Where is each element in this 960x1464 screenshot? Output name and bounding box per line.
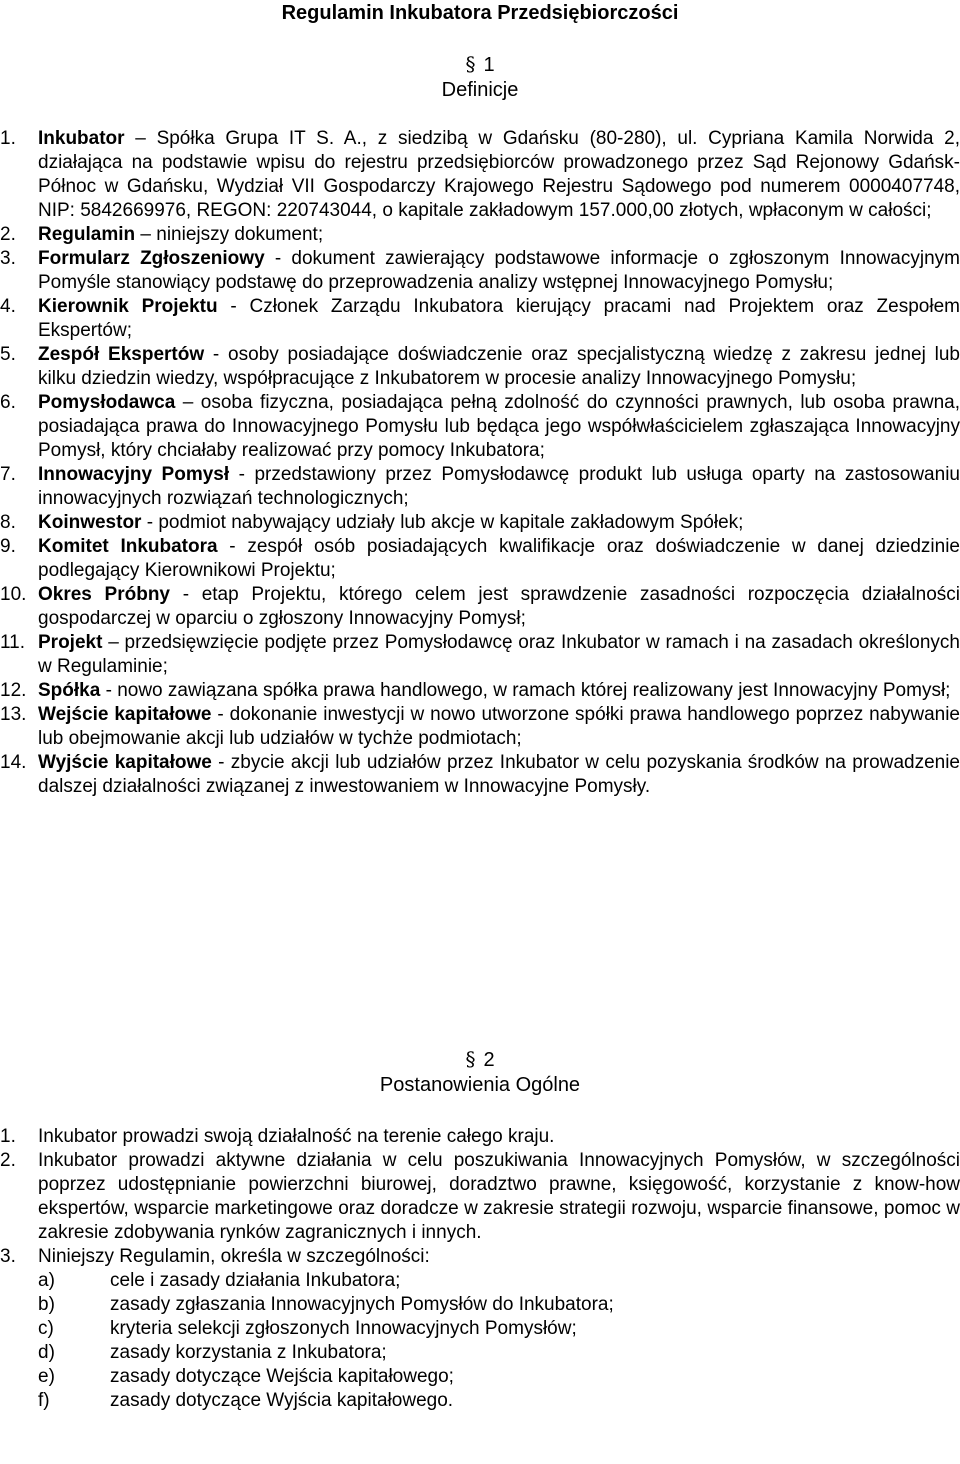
- item-number: 13.: [0, 704, 27, 725]
- sub-list-item: [0, 1269, 960, 1293]
- sub-item-letter: f): [38, 1390, 50, 1411]
- section-mark: §: [465, 1047, 476, 1071]
- item-number: 9.: [0, 536, 16, 557]
- item-number: 1.: [0, 128, 16, 149]
- sub-list-item: [0, 1293, 960, 1317]
- item-text: Inkubator prowadzi swoją działalność na terenie całego kraju.: [38, 1126, 555, 1147]
- defined-term: Kierownik Projektu: [38, 296, 218, 317]
- list-item: [0, 751, 960, 799]
- list-item: [0, 1149, 960, 1245]
- item-text: - osoby posiadające doświadczenie oraz specjalistyczną wiedzę z zakresu jednej lub kilku dziedzin wiedzy, współpracujące z Inkubatorem w procesie analizy Innowacyjnego Pomysłu;: [38, 344, 960, 389]
- list-item: [0, 535, 960, 583]
- defined-term: Inkubator: [38, 128, 125, 149]
- item-text: – osoba fizyczna, posiadająca pełną zdolność do czynności prawnych, lub osoba prawna, posiadająca prawa do Innowacyjnego Pomysłu lub będąca jego współwłaścicielem zgłaszająca Innowacyjny Pomysł, który chciałaby realizować przy pomocy Inkubatora;: [38, 392, 960, 461]
- item-number: 6.: [0, 392, 16, 413]
- item-number: 1.: [0, 1126, 16, 1147]
- list-item: [0, 391, 960, 463]
- list-item: [0, 343, 960, 391]
- sub-list-item: [0, 1317, 960, 1341]
- list-item: [0, 1125, 960, 1149]
- defined-term: Wyjście kapitałowe: [38, 752, 212, 773]
- item-number: 3.: [0, 1246, 16, 1267]
- sub-item-text: cele i zasady działania Inkubatora;: [110, 1270, 401, 1291]
- sub-item-text: zasady korzystania z Inkubatora;: [110, 1342, 387, 1363]
- list-item: [0, 511, 960, 535]
- section-1-heading: Definicje: [441, 79, 519, 101]
- item-number: 14.: [0, 752, 27, 773]
- sub-item-letter: e): [38, 1366, 55, 1387]
- defined-term: Zespół Ekspertów: [38, 344, 205, 365]
- item-text: - Członek Zarządu Inkubatora kierujący pracami nad Projektem oraz Zespołem Ekspertów;: [38, 296, 960, 341]
- sub-item-text: zasady dotyczące Wejścia kapitałowego;: [110, 1366, 454, 1387]
- sub-list-item: [0, 1389, 960, 1413]
- item-text: – przedsięwzięcie podjęte przez Pomysłodawcę oraz Inkubator w ramach i na zasadach określonych w Regulaminie;: [38, 632, 960, 677]
- item-number: 10.: [0, 584, 27, 605]
- sub-item-letter: b): [38, 1294, 55, 1315]
- item-text: - przedstawiony przez Pomysłodawcę produkt lub usługa oparty na zastosowaniu innowacyjnych rozwiązań technologicznych;: [38, 464, 960, 509]
- item-text: Niniejszy Regulamin, określa w szczególności:: [38, 1246, 430, 1267]
- defined-term: Pomysłodawca: [38, 392, 176, 413]
- list-item: [0, 295, 960, 343]
- item-text: – Spółka Grupa IT S. A., z siedzibą w Gdańsku (80-280), ul. Cypriana Kamila Norwida 2, działająca na podstawie wpisu do rejestru przedsiębiorców prowadzonego przez Sąd Rejonowy Gdańsk-Północ w Gdańsku, Wydział VII Gospodarczy Krajowego Rejestru Sądowego pod numerem 0000407748, NIP: 5842669976, REGON: 220743044, o kapitale zakładowym 157.000,00 złotych, wpłaconym w całości;: [38, 128, 960, 221]
- defined-term: Spółka: [38, 680, 101, 701]
- sub-item-letter: d): [38, 1342, 55, 1363]
- item-text: - podmiot nabywający udziały lub akcje w kapitale zakładowym Spółek;: [141, 512, 744, 533]
- item-number: 5.: [0, 344, 16, 365]
- item-text: - etap Projektu, którego celem jest sprawdzenie zasadności rozpoczęcia działalności gospodarczej w oparciu o zgłoszony Innowacyjny Pomysł;: [38, 584, 960, 629]
- defined-term: Wejście kapitałowe: [38, 704, 212, 725]
- item-text: - nowo zawiązana spółka prawa handlowego, w ramach której realizowany jest Innowacyjny Pomysł;: [100, 680, 951, 701]
- item-number: 12.: [0, 680, 27, 701]
- list-item: [0, 463, 960, 511]
- section-1-number: [0, 51, 960, 78]
- list-item: [0, 631, 960, 679]
- item-number: 4.: [0, 296, 16, 317]
- list-item: [0, 223, 960, 247]
- defined-term: Komitet Inkubatora: [38, 536, 218, 557]
- item-text: - dokument zawierający podstawowe informacje o zgłoszonym Innowacyjnym Pomyśle stanowiący podstawę do przeprowadzenia analizy wstępnej Innowacyjnego Pomysłu;: [38, 248, 960, 293]
- defined-term: Okres Próbny: [38, 584, 171, 605]
- item-text: – niniejszy dokument;: [135, 224, 324, 245]
- list-item: [0, 127, 960, 223]
- defined-term: Koinwestor: [38, 512, 142, 533]
- item-number: 7.: [0, 464, 16, 485]
- page-title: Regulamin Inkubatora Przedsiębiorczości: [281, 2, 679, 24]
- sub-item-text: zasady zgłaszania Innowacyjnych Pomysłów do Inkubatora;: [110, 1294, 614, 1315]
- list-item: [0, 679, 960, 703]
- section-2-number: [0, 1046, 960, 1073]
- sub-item-letter: a): [38, 1270, 55, 1291]
- item-number: 2.: [0, 224, 16, 245]
- defined-term: Regulamin: [38, 224, 136, 245]
- sub-item-text: zasady dotyczące Wyjścia kapitałowego.: [110, 1390, 454, 1411]
- item-text: - dokonanie inwestycji w nowo utworzone spółki prawa handlowego poprzez nabywanie lub obejmowanie akcji lub udziałów w tychże podmiotach;: [38, 704, 960, 749]
- general-provisions-list: [0, 1125, 960, 1413]
- definitions-list: [0, 127, 960, 799]
- sub-item-letter: c): [38, 1318, 54, 1339]
- item-number: 2.: [0, 1150, 16, 1171]
- item-number: 11.: [0, 632, 26, 653]
- sub-item-text: kryteria selekcji zgłoszonych Innowacyjnych Pomysłów;: [110, 1318, 577, 1339]
- item-number: 8.: [0, 512, 16, 533]
- section-number-value: 2: [483, 1049, 495, 1071]
- list-item: [0, 247, 960, 295]
- item-text: Inkubator prowadzi aktywne działania w celu poszukiwania Innowacyjnych Pomysłów, w szczególności poprzez udostępnianie powierzchni biurowej, doradztwo prawne, księgowość, korzystanie z know-how ekspertów, wsparcie marketingowe oraz doradcze w zakresie strategii rozwoju, wsparcie finansowe, pomoc w zakresie zdobywania rynków zagranicznych i innych.: [38, 1150, 960, 1243]
- list-item: [0, 1245, 960, 1269]
- item-text: - zbycie akcji lub udziałów przez Inkubator w celu pozyskania środków na prowadzenie dalszej działalności związanej z inwestowaniem w Innowacyjne Pomysły.: [38, 752, 960, 797]
- list-item: [0, 583, 960, 631]
- defined-term: Projekt: [38, 632, 103, 653]
- section-2-heading: Postanowienia Ogólne: [379, 1074, 581, 1096]
- section-mark: §: [465, 52, 476, 76]
- sub-list-item: [0, 1341, 960, 1365]
- section-number-value: 1: [483, 54, 495, 76]
- item-text: - zespół osób posiadających kwalifikacje oraz doświadczenie w danej dziedzinie podlegający Kierownikowi Projektu;: [38, 536, 960, 581]
- defined-term: Formularz Zgłoszeniowy: [38, 248, 265, 269]
- defined-term: Innowacyjny Pomysł: [38, 464, 230, 485]
- sub-list-item: [0, 1365, 960, 1389]
- list-item: [0, 703, 960, 751]
- item-number: 3.: [0, 248, 16, 269]
